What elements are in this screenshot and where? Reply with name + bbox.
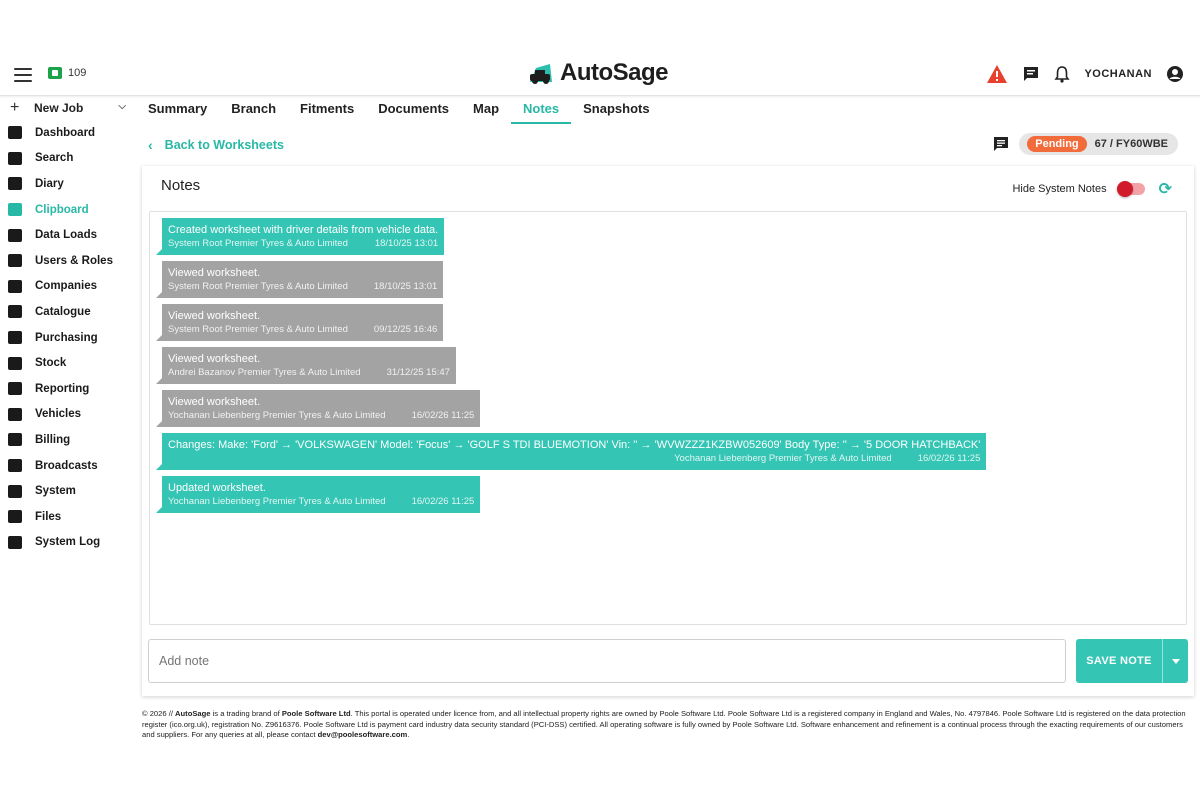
tab-summary[interactable]: Summary [148, 101, 208, 116]
note-bubble [162, 433, 986, 470]
add-note-input[interactable] [148, 639, 1066, 683]
note-bubble [162, 304, 443, 341]
sidebar-item-label: Clipboard [35, 203, 89, 216]
location-pin-icon [8, 357, 22, 370]
tab-notes[interactable]: Notes [511, 96, 571, 124]
note-timestamp: 16/02/26 11:25 [411, 496, 475, 507]
notes-panel [142, 166, 1194, 696]
sidebar-item-label: Dashboard [35, 126, 96, 139]
note-text: Changes: Make: 'Ford' → 'VOLKSWAGEN' Model: 'Focus' → 'GOLF S TDI BLUEMOTION' Vin: '' → 'WVWZZZ1KZBW052609' Body Type: '' → '5 DOOR HATCHBACK' [168, 439, 981, 451]
plus-icon: + [10, 99, 20, 116]
footer-email-link[interactable]: dev@poolesoftware.com [317, 730, 408, 740]
sidebar-item-label: Companies [35, 280, 97, 293]
status-badge [1019, 133, 1178, 155]
note-text: Created worksheet with driver details from vehicle data. [168, 224, 439, 236]
sidebar-item-stock[interactable] [0, 350, 136, 376]
note-text: Viewed worksheet. [168, 396, 261, 408]
clipboard-icon [8, 203, 22, 216]
notes-list [149, 211, 1187, 625]
sidebar-item-users-roles[interactable] [0, 248, 136, 274]
sidebar-item-label: Users & Roles [35, 254, 113, 267]
sidebar-item-label: Stock [35, 357, 67, 370]
note-text: Viewed worksheet. [168, 267, 261, 279]
hide-system-notes-toggle[interactable] [1117, 183, 1145, 195]
note-meta [168, 323, 437, 337]
note-meta [168, 452, 980, 466]
note-author: System Root Premier Tyres & Auto Limited [168, 324, 348, 335]
sidebar-item-dashboard[interactable] [0, 120, 136, 146]
tab-documents[interactable]: Documents [378, 101, 450, 116]
comment-icon[interactable] [993, 136, 1009, 152]
receipt-icon [8, 331, 22, 344]
note-text: Viewed worksheet. [168, 310, 261, 322]
note-timestamp: 31/12/25 15:47 [386, 367, 450, 378]
footer-brand: AutoSage [175, 709, 211, 718]
back-link-label: Back to Worksheets [164, 138, 284, 152]
sidebar-item-system[interactable] [0, 478, 136, 504]
sidebar-item-label: System [35, 485, 76, 498]
refresh-icon[interactable]: ⟳ [1158, 181, 1172, 198]
note-bubble [162, 390, 480, 427]
note-meta [168, 237, 438, 251]
pending-badge: Pending [1027, 136, 1086, 152]
user-name[interactable]: YOCHANAN [1084, 68, 1152, 80]
sidebar-item-label: Broadcasts [35, 459, 98, 472]
new-job-label: New Job [34, 101, 84, 115]
sidebar-item-files[interactable] [0, 504, 136, 530]
sidebar-item-label: Reporting [35, 382, 90, 395]
sidebar-item-broadcasts[interactable] [0, 453, 136, 479]
tab-fitments[interactable]: Fitments [300, 101, 355, 116]
note-bubble [162, 347, 456, 384]
chevron-down-icon[interactable]: ⌵ [118, 101, 126, 112]
account-circle-icon[interactable] [1166, 65, 1184, 83]
tab-branch[interactable]: Branch [231, 101, 277, 116]
upload-icon [8, 229, 22, 242]
note-author: Andrei Bazanov Premier Tyres & Auto Limited [168, 367, 361, 378]
note-timestamp: 16/02/26 11:25 [411, 410, 475, 421]
footer-text-3: . [407, 730, 410, 740]
notes-title: Notes [161, 177, 201, 194]
sidebar-item-catalogue[interactable] [0, 299, 136, 325]
warning-icon[interactable] [986, 64, 1008, 84]
building-icon [8, 280, 22, 293]
sidebar-item-label: System Log [35, 536, 101, 549]
sidebar-item-label: Files [35, 510, 62, 523]
note-text: Updated worksheet. [168, 482, 266, 494]
document-icon [8, 536, 22, 549]
sidebar-item-clipboard[interactable] [0, 197, 136, 223]
bell-icon[interactable] [1054, 65, 1070, 83]
sidebar-item-system-log[interactable] [0, 530, 136, 556]
note-author: System Root Premier Tyres & Auto Limited [168, 238, 348, 249]
footer-legal [142, 709, 1196, 741]
top-header [0, 54, 1200, 96]
chat-icon[interactable] [1022, 65, 1040, 83]
book-icon [8, 305, 22, 318]
hide-system-notes-label: Hide System Notes [1012, 183, 1107, 195]
note-timestamp: 09/12/25 16:46 [373, 324, 438, 335]
sidebar-item-label: Billing [35, 433, 71, 446]
note-bubble [162, 218, 444, 255]
header-actions [986, 64, 1184, 84]
footer-company: Poole Software Ltd [281, 709, 351, 718]
clipboard-counter[interactable] [48, 67, 86, 79]
autosage-logo[interactable] [528, 59, 668, 87]
back-to-worksheets-link[interactable] [148, 137, 284, 153]
sidebar-item-label: Data Loads [35, 229, 97, 242]
sidebar-item-label: Vehicles [35, 408, 82, 421]
note-meta [168, 366, 450, 380]
note-bubble [162, 476, 480, 513]
note-text: Viewed worksheet. [168, 353, 261, 365]
note-timestamp: 16/02/26 11:25 [917, 453, 981, 464]
note-author: System Root Premier Tyres & Auto Limited [168, 281, 348, 292]
calendar-icon [8, 177, 22, 190]
hamburger-menu-icon[interactable] [14, 68, 32, 82]
new-job-button[interactable] [0, 96, 136, 120]
dashboard-icon [8, 126, 22, 139]
sidebar-item-reporting[interactable] [0, 376, 136, 402]
gear-icon [8, 485, 22, 498]
folder-icon [8, 510, 22, 523]
clipboard-badge-icon [48, 67, 62, 79]
users-icon [8, 254, 22, 267]
invoice-icon [8, 433, 22, 446]
note-bubble [162, 261, 443, 298]
clipboard-count: 109 [68, 67, 87, 79]
bar-chart-icon [8, 382, 22, 395]
footer-copyright: © 2026 // [142, 709, 176, 718]
sidebar-item-purchasing[interactable] [0, 325, 136, 351]
save-options-dropdown[interactable] [1162, 639, 1188, 683]
sidebar-item-billing[interactable] [0, 427, 136, 453]
tab-snapshots[interactable]: Snapshots [583, 101, 650, 116]
sidebar-item-companies[interactable] [0, 274, 136, 300]
search-icon [8, 152, 22, 165]
megaphone-icon [8, 459, 22, 472]
sidebar-item-label: Diary [35, 177, 64, 190]
note-author: Yochanan Liebenberg Premier Tyres & Auto Limited [674, 453, 892, 464]
sidebar-item-label: Search [35, 152, 74, 165]
worksheet-status [993, 133, 1178, 155]
note-meta [168, 409, 474, 423]
note-meta [168, 280, 437, 294]
sidebar-item-vehicles[interactable] [0, 402, 136, 428]
note-timestamp: 18/10/25 13:01 [373, 281, 438, 292]
note-timestamp: 18/10/25 13:01 [374, 238, 439, 249]
car-logo-icon [528, 62, 554, 84]
worksheet-tabs [136, 96, 662, 124]
tab-map[interactable]: Map [473, 101, 500, 116]
note-author: Yochanan Liebenberg Premier Tyres & Auto Limited [168, 410, 386, 421]
chevron-left-icon: ‹ [148, 137, 153, 153]
sidebar-item-label: Catalogue [35, 305, 91, 318]
brand-name: AutoSage [560, 59, 669, 86]
note-meta [168, 495, 474, 509]
note-author: Yochanan Liebenberg Premier Tyres & Auto Limited [168, 496, 386, 507]
sidebar-item-search[interactable] [0, 146, 136, 172]
footer-text-2: . This portal is operated under licence from, and all intellectual property rights are owned by Poole Software Ltd. Poole Software Ltd is a registered company in England and Wales, No. 4797846. Poole Software Ltd is registered on the data protection register (ico.org.uk), registration No. Z9616376. Poole Software Ltd is payment card industry data security standard (PCI-DSS) certified. All operating software is fully owned by Poole Software Ltd. Software enhancement and refinement is a continual process through the exacting requirements of our customers and suppliers. For any queries at all, please contact [142, 709, 1186, 740]
save-note-button[interactable]: SAVE NOTE [1076, 639, 1162, 683]
sidebar-item-data-loads[interactable] [0, 222, 136, 248]
worksheet-ref: 67 / FY60WBE [1094, 138, 1168, 150]
hide-system-notes-control [1012, 179, 1172, 199]
footer-text-1: is a trading brand of [210, 709, 282, 718]
sidebar [0, 96, 136, 596]
car-icon [8, 408, 22, 421]
sidebar-item-label: Purchasing [35, 331, 98, 344]
sidebar-item-diary[interactable] [0, 171, 136, 197]
